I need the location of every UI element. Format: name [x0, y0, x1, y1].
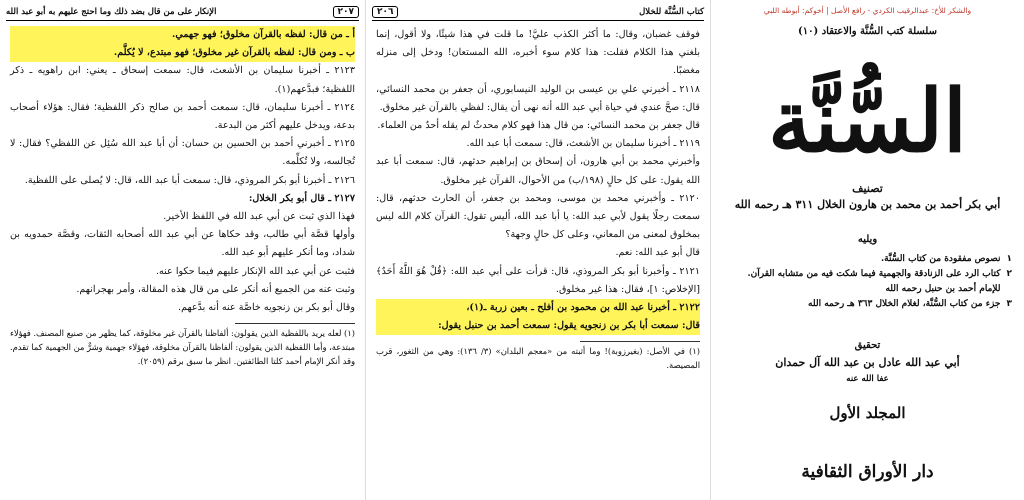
publisher: دار الأوراق الثقافية — [801, 462, 934, 482]
text-line: فهذا الذي ثبت عن أبي عبد الله في اللفظ الأخير. — [163, 211, 355, 223]
credit-note: والشكر للأخ: عبدالرقيب الكردي - رافع الأصل | أخوكم: أبوطه اللبي — [763, 6, 972, 15]
item-number: ٣ — [1006, 299, 1012, 309]
text-line: ٢١٢٥ ـ أخبرني أحمد بن الحسين بن حسان: أن أبا عبد الله سُئِل عن اللفظي؟ فقال: لا تُجالسه، ولا تُكلِّمه. — [10, 138, 355, 168]
item-text: نصوص مفقودة من كتاب السُّنَّة. — [880, 254, 1001, 264]
editor-label: تحقيق — [854, 340, 881, 351]
list-item — [727, 252, 1012, 267]
page-number: ٢٠٦ — [372, 6, 398, 18]
highlighted-line: قال: سمعت أبا بكر بن زنجويه يقول: سمعت أحمد بن حنبل يقول: — [376, 317, 700, 335]
header-title: كتاب السُّنَّة للخلال — [639, 7, 704, 17]
text-line: وثبت عنه من الجميع أنه أنكر على من قال هذه المقالة، وأمر بهجرانهم. — [76, 283, 355, 295]
footnote: (١) لعله يريد باللفظية الذين يقولون: ألفاظنا بالقرآن غير مخلوقة، كما يظهر من صنيع المصنف. فهؤلاء مبتدعة، وأما اللفظية الذين يقولون: ألفاظنا بالقرآن مخلوقة، فهؤلاء جهمية وشرٌّ من الجهمية كما تقدم. وقد أنكر الإمام أحمد كلتا الطائفتين. انظر ما سبق برقم (٢٠٥٩). — [10, 328, 356, 367]
header-title: الإنكار على من قال بضد ذلك وما احتج عليهم به أبو عبد الله — [6, 7, 217, 17]
highlighted-line: ٢١٢٢ ـ أخبرنا عبد الله بن محمود بن أفلح ـ بعين زربة ـ(١)، — [376, 299, 700, 317]
text-line: وقال أبو بكر بن زنجويه خاصَّة عنه أنه بدَّعهم. — [178, 302, 355, 314]
list-item — [727, 297, 1012, 312]
series-title: سلسلة كتب السُّنَّة والاعتقاد (١٠) — [798, 26, 937, 37]
text-line: ٢١٢٠ ـ وأخبرني محمد بن موسى، ومحمد بن جعفر، أن الحارث حدثهم، قال: سمعت رجلًا يقول لأبي عبد الله: يا أبا عبد الله، أليس تقول: القرآن كلام الله ليس بمخلوق لمعنى من المعاني، وعلى كل حالٍ وجهة؟ — [376, 192, 700, 241]
text-line: وأخبرني محمد بن أبي هارون، أن إسحاق بن إبراهيم حدثهم، قال: سمعت أبا عبد الله يقول: على كل حالٍ (١٩٨/ب) من الأحوال، القرآن غير مخلوق. — [376, 156, 700, 186]
book-cover — [711, 0, 1024, 500]
text-line: ٢١١٩ ـ أخبرنا سليمان بن الأشعث، قال: سمعت أبا عبد الله. — [466, 138, 700, 150]
item-number: ١ — [1006, 254, 1012, 264]
page-body — [376, 26, 700, 500]
text-line: قال جعفر بن محمد النسائي: من قال هذا فهو كلام محدثٌ لم يقله أحدٌ من العلماء. — [377, 120, 700, 132]
list-item — [727, 267, 1012, 297]
with-label: ويليه — [857, 234, 878, 245]
text-line: ٢١٢٦ ـ أخبرنا أبو بكر المروذي، قال: سمعت أبا عبد الله، قال: لا يُصلى على اللفظية. — [24, 174, 355, 186]
highlighted-line: ب ـ ومن قال: لفظه بالقرآن غير مخلوق؛ فهو مبتدع، لا يُكلَّم. — [10, 44, 355, 62]
text-line: ٢١١٨ ـ أخبرني علي بن عيسى بن الوليد النيسابوري، أن جعفر بن محمد النسائي، قال: صحَّ عندي في حياة أبي عبد الله أنه نهى أن يقال: لفظي بالقرآن غير مخلوق. — [376, 83, 700, 113]
author-name: أبي بكر أحمد بن محمد بن هارون الخلال ٣١١ هـ رحمه الله — [734, 198, 1001, 211]
item-text: كتاب الرد على الزنادقة والجهمية فيما شكت فيه من متشابه القرآن. للإمام أحمد بن حنبل رحمه الله — [747, 269, 1001, 294]
page-number: ٢٠٧ — [333, 6, 359, 18]
page-206 — [366, 0, 711, 500]
page-207 — [0, 0, 366, 500]
highlighted-line: أ ـ من قال: لفظه بالقرآن مخلوق؛ فهو جهمي. — [10, 26, 355, 44]
text-line: فوقف غضبان، وقال: ما أكثر الكذب عليَّ! ما قلت في هذا شيئًا، ولا أقول، إنما بلغني هذا الكلام فقلت: هذا كلام سوء أخبره، الله المستعان! ودخل إلى منزله مغضبًا. — [376, 29, 700, 77]
text-line: ٢١٢٤ ـ أخبرنا سليمان، قال: سمعت أحمد بن صالح ذكر اللفظية؛ فقال: هؤلاء أصحاب بدعة، ويدخل عليهم أكثر من البدعة. — [10, 101, 355, 132]
text-line: ٢١٢١ ـ وأخبرنا أبو بكر المروذي، قال: قرأت على أبي عبد الله: ﴿قُلْ هُوَ اللَّهُ أَحَدٌ﴾ [الإخلاص: ١]، فقال: هذا غير مخلوق. — [376, 265, 700, 295]
book-title: السُّنَّة — [768, 71, 967, 172]
author-label: تصنيف — [852, 182, 883, 195]
text-line: ٢١٢٧ ـ قال أبو بكر الخلال: — [248, 192, 355, 204]
text-line: قال أبو عبد الله: نعم. — [615, 247, 700, 259]
footnote-rule — [235, 323, 355, 324]
editor-name: أبي عبد الله عادل بن عبد الله آل حمدان — [775, 356, 960, 369]
included-works-list — [727, 252, 1012, 312]
page-body — [10, 26, 355, 500]
footnote-rule — [580, 341, 700, 342]
running-header — [6, 4, 359, 21]
volume-label: المجلد الأول — [829, 404, 906, 422]
text-line: فثبت عن أبي عبد الله الإنكار عليهم فيما حكوا عنه. — [155, 265, 355, 277]
text-line: وأولها قصَّة أبي طالب، وقد حكاها عن أبي عبد الله أصحابه الثقات، وقصَّة حمدويه بن شداد، وما أنكر عليهم أبو عبد الله. — [10, 229, 355, 259]
item-text: جزء من كتاب السُّنَّة، لغلام الخلال ٣٦٣ هـ رحمه الله — [808, 299, 1001, 309]
text-line: ٢١٢٣ ـ أخبرنا سليمان بن الأشعث، قال: سمعت إسحاق ـ يعني: ابن راهويه ـ ذكر اللفظية؛ فبدَّعهم(١). — [10, 65, 355, 95]
running-header — [372, 4, 704, 21]
editor-suffix: عفا الله عنه — [846, 374, 889, 384]
footnote: (١) في الأصل: (بغيرزوبة)! وما أثبته من «معجم البلدان» (٣/ ١٣٦): وهي من الثغور، قرب المصيصة. — [376, 346, 700, 371]
item-number: ٢ — [1006, 269, 1012, 279]
